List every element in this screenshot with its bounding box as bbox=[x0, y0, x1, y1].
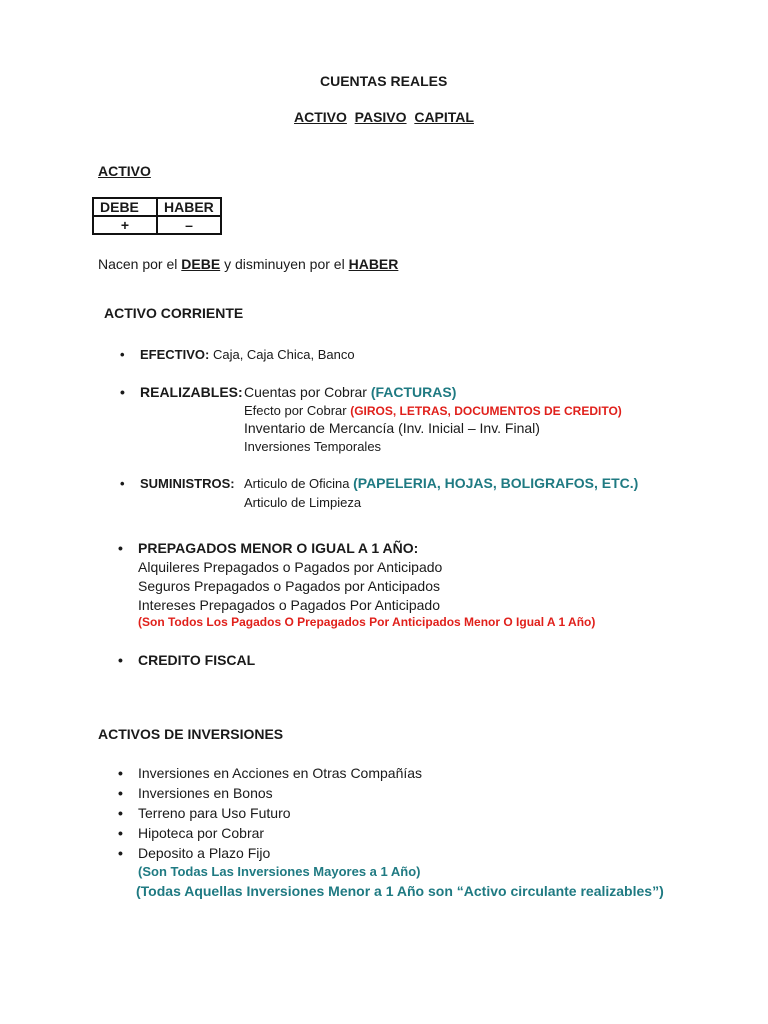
realizables-item bbox=[140, 384, 243, 400]
table-header-haber: HABER bbox=[157, 198, 221, 216]
prepagados-line-2: Seguros Prepagados o Pagados por Anticipados bbox=[138, 578, 440, 594]
list-item: • Hipoteca por Cobrar bbox=[138, 825, 264, 841]
inversiones-note-1: (Son Todas Las Inversiones Mayores a 1 Año) bbox=[138, 864, 421, 879]
articulo-oficina: Articulo de Oficina bbox=[244, 476, 354, 491]
subtitle-activo: ACTIVO bbox=[294, 109, 347, 125]
papeleria-note: (PAPELERIA, HOJAS, BOLIGRAFOS, ETC.) bbox=[353, 475, 639, 491]
efectivo-label: EFECTIVO: bbox=[140, 347, 210, 362]
cuentas-cobrar: Cuentas por Cobrar bbox=[244, 384, 371, 400]
list-item: • Terreno para Uso Futuro bbox=[138, 805, 291, 821]
facturas-note: (FACTURAS) bbox=[370, 384, 457, 400]
realizables-line-4: Inversiones Temporales bbox=[244, 439, 382, 454]
suministros-label: SUMINISTROS: bbox=[140, 476, 235, 491]
inversiones-note-2: (Todas Aquellas Inversiones Menor a 1 Año son “Activo circulante realizables”) bbox=[136, 883, 664, 899]
nacen-text: Nacen por el bbox=[98, 256, 182, 272]
table-header-debe: DEBE bbox=[93, 198, 157, 216]
realizables-line-2 bbox=[244, 403, 622, 418]
nacen-debe: DEBE bbox=[181, 256, 221, 272]
subtitle-capital: CAPITAL bbox=[414, 109, 474, 125]
list-item: • Inversiones en Acciones en Otras Compañías bbox=[138, 765, 422, 781]
efectivo-text: Caja, Caja Chica, Banco bbox=[209, 347, 355, 362]
page-title: CUENTAS REALES bbox=[320, 73, 448, 89]
prepagados-note: (Son Todos Los Pagados O Prepagados Por Anticipados Menor O Igual A 1 Año) bbox=[138, 615, 596, 629]
activo-heading: ACTIVO bbox=[98, 163, 151, 179]
prepagados-line-3: Intereses Prepagados o Pagados Por Anticipado bbox=[138, 597, 440, 613]
suministros-line-2: Articulo de Limpieza bbox=[244, 495, 362, 510]
nacen-mid: y disminuyen por el bbox=[220, 256, 349, 272]
list-item: • Deposito a Plazo Fijo bbox=[138, 845, 270, 861]
nacen-line bbox=[98, 256, 398, 272]
giros-note: (GIROS, LETRAS, DOCUMENTOS DE CREDITO) bbox=[350, 404, 622, 418]
activo-corriente-heading: ACTIVO CORRIENTE bbox=[104, 305, 244, 321]
subtitle bbox=[294, 109, 474, 125]
prepagados-item: • PREPAGADOS MENOR O IGUAL A 1 AÑO: bbox=[138, 540, 418, 556]
prepagados-line-1: Alquileres Prepagados o Pagados por Anticipado bbox=[138, 559, 443, 575]
realizables-label: REALIZABLES: bbox=[140, 384, 243, 400]
realizables-line-3: Inventario de Mercancía (Inv. Inicial – Inv. Final) bbox=[244, 420, 540, 436]
table-cell-minus: – bbox=[157, 216, 221, 234]
efectivo-item bbox=[140, 347, 355, 362]
credito-fiscal-item: • CREDITO FISCAL bbox=[138, 652, 255, 668]
realizables-line-1 bbox=[244, 384, 456, 400]
suministros-line-1 bbox=[244, 475, 638, 491]
efecto-cobrar: Efecto por Cobrar bbox=[244, 403, 351, 418]
table-cell-plus: + bbox=[93, 216, 157, 234]
list-item: • Inversiones en Bonos bbox=[138, 785, 273, 801]
subtitle-pasivo: PASIVO bbox=[354, 109, 407, 125]
nacen-haber: HABER bbox=[348, 256, 399, 272]
suministros-item bbox=[140, 476, 235, 491]
inversiones-heading: ACTIVOS DE INVERSIONES bbox=[98, 726, 284, 742]
debe-haber-table bbox=[92, 197, 222, 235]
